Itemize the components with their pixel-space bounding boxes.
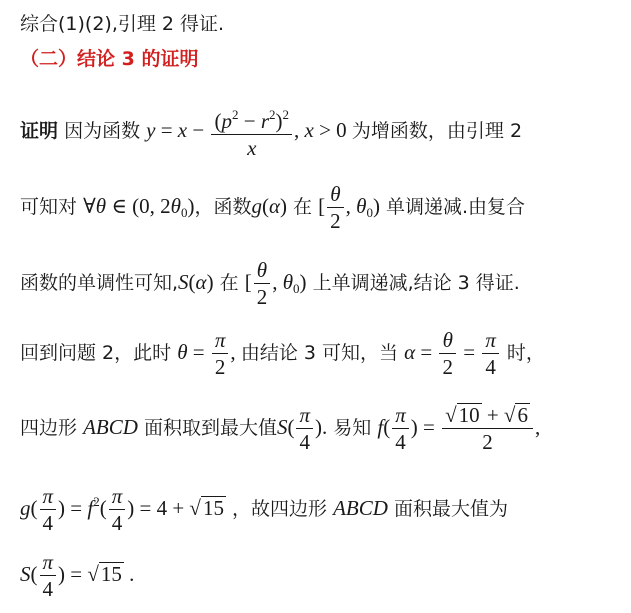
formula-y: y (146, 118, 156, 142)
proof-label: 证明 (20, 120, 59, 142)
formula-forall: ∀θ ∈ (0, $2\theta_0$) (83, 194, 195, 220)
text-line-9: S( $\frac{\pi}{4}$ ) = √15 . (20, 550, 135, 601)
text-line-1 (20, 12, 224, 36)
formula-alpha-eq: α (404, 340, 416, 364)
text-line-8: g( $\frac{\pi}{4}$ ) = $f^2$( $\frac{\pi}{4}$ ) = 4 + √15 ，故四边形 ABCD 面积最大值为 (20, 484, 508, 535)
formula-theta-half: $\frac{\theta}{2}$ (327, 182, 344, 233)
formula-g-pi4: g (20, 496, 31, 520)
formula-abcd: ABCD (333, 496, 388, 520)
section-heading-text: （二）结论 3 的证明 (20, 48, 199, 70)
formula-theta-eq: θ (177, 340, 188, 364)
text-line-7: 四边形 ABCD 面积取到最大值S( $\frac{\pi}{4}$ ). 易知 f( $\frac{\pi}{4}$ ) = $\frac{√10 + √6}{2}$ , (20, 403, 541, 454)
formula-s-pi4: S (276, 415, 288, 439)
text-segment: 可知对 (20, 196, 78, 218)
formula-theta-half: $\frac{\theta}{2}$ (254, 258, 271, 309)
formula-final-area: S (20, 562, 31, 586)
text-line-5: 函数的单调性可知,S(α) 在 [ $\frac{\theta}{2}$ , $\theta_0$) 上单调递减,结论 3 得证. (20, 258, 520, 309)
lemma2-conclusion: 综合(1)(2),引理 2 得证. (20, 13, 225, 35)
text-line-3: 证明 因为函数 y = x − $\frac{(p^2 - r^2)^2}{x}$ , x > 0 为增函数，由引理 2 (20, 103, 522, 160)
text-line-4: 可知对 ∀θ ∈ (0, $2\theta_0$)，函数g(α) 在 [ $\frac{\theta}{2}$ , $\theta_0$) 单调递减.由复合 (20, 182, 526, 233)
formula-sqrt-fraction: $\frac{√10 + √6}{2}$ (442, 403, 533, 454)
text-line-6: 回到问题 2，此时 θ = $\frac{\pi}{2}$ , 由结论 3 可知，当 α = $\frac{\theta}{2}$ = $\frac{\pi}{4}$ 时， (20, 328, 545, 379)
section-heading (20, 47, 198, 71)
text-segment: 因为函数 (64, 120, 141, 142)
formula-abcd: ABCD (83, 415, 138, 439)
formula-f-pi4: f (377, 415, 384, 439)
formula-g-alpha: g (251, 194, 262, 218)
formula-fraction: $\frac{(p^2 - r^2)^2}{x}$ (211, 103, 292, 160)
formula-s-alpha: S (178, 270, 189, 294)
text-segment: 为增函数，由引理 2 (351, 120, 523, 142)
